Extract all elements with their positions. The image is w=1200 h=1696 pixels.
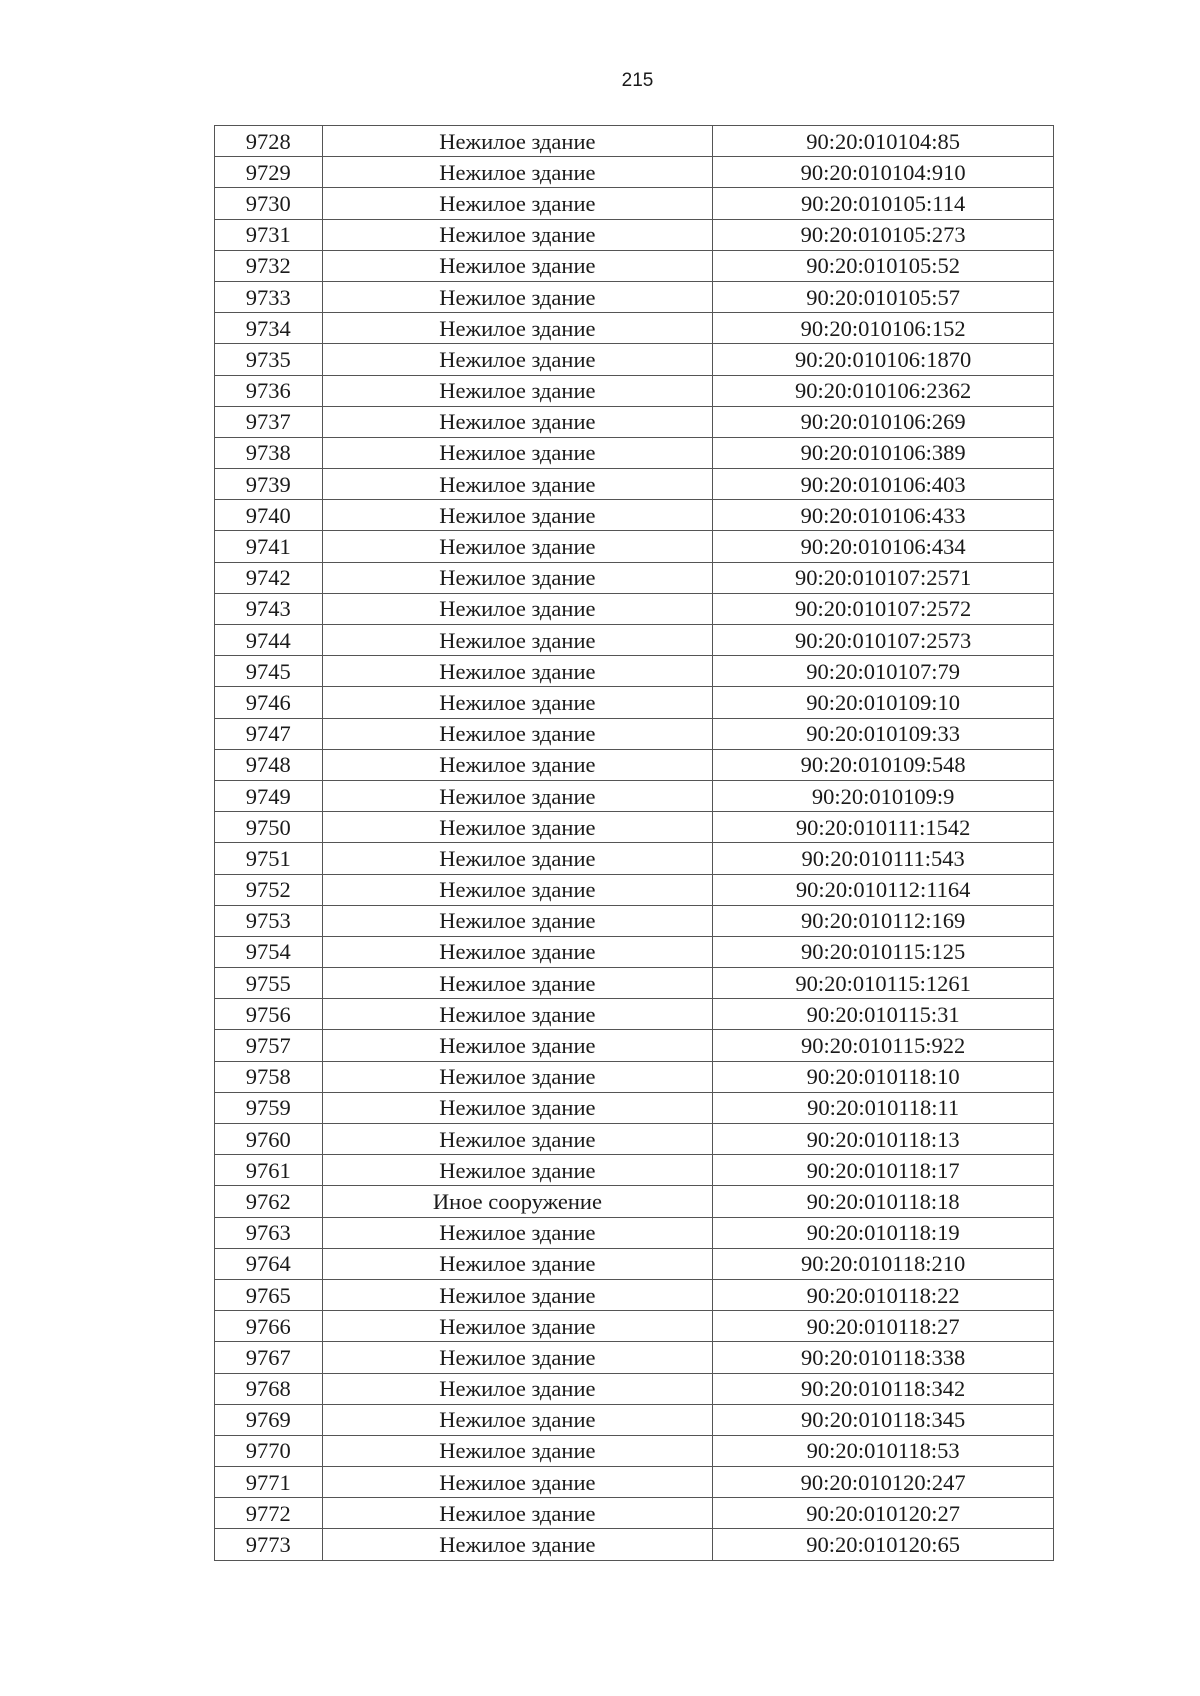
table-row bbox=[215, 1404, 1054, 1435]
row-number-cell: 9729 bbox=[215, 157, 323, 188]
cadastral-number-cell: 90:20:010106:269 bbox=[713, 406, 1054, 437]
cadastral-number-cell: 90:20:010105:273 bbox=[713, 219, 1054, 250]
table-row bbox=[215, 905, 1054, 936]
object-type-cell: Нежилое здание bbox=[322, 1373, 713, 1404]
object-type-cell: Нежилое здание bbox=[322, 469, 713, 500]
object-type-cell: Нежилое здание bbox=[322, 188, 713, 219]
row-number-cell: 9759 bbox=[215, 1092, 323, 1123]
table-row bbox=[215, 126, 1054, 157]
row-number-cell: 9743 bbox=[215, 593, 323, 624]
cadastral-number-cell: 90:20:010118:18 bbox=[713, 1186, 1054, 1217]
cadastral-number-cell: 90:20:010106:434 bbox=[713, 531, 1054, 562]
object-type-cell: Нежилое здание bbox=[322, 812, 713, 843]
row-number-cell: 9753 bbox=[215, 905, 323, 936]
object-type-cell: Нежилое здание bbox=[322, 1498, 713, 1529]
row-number-cell: 9760 bbox=[215, 1124, 323, 1155]
cadastral-number-cell: 90:20:010115:31 bbox=[713, 999, 1054, 1030]
table-row bbox=[215, 656, 1054, 687]
object-type-cell: Нежилое здание bbox=[322, 656, 713, 687]
cadastral-number-cell: 90:20:010118:17 bbox=[713, 1155, 1054, 1186]
table-row bbox=[215, 843, 1054, 874]
row-number-cell: 9761 bbox=[215, 1155, 323, 1186]
row-number-cell: 9763 bbox=[215, 1217, 323, 1248]
cadastral-number-cell: 90:20:010106:389 bbox=[713, 437, 1054, 468]
cadastral-number-cell: 90:20:010118:27 bbox=[713, 1311, 1054, 1342]
row-number-cell: 9734 bbox=[215, 313, 323, 344]
cadastral-number-cell: 90:20:010118:53 bbox=[713, 1435, 1054, 1466]
object-type-cell: Нежилое здание bbox=[322, 1311, 713, 1342]
object-type-cell: Нежилое здание bbox=[322, 874, 713, 905]
table-row bbox=[215, 531, 1054, 562]
cadastral-number-cell: 90:20:010115:922 bbox=[713, 1030, 1054, 1061]
row-number-cell: 9733 bbox=[215, 281, 323, 312]
table-row bbox=[215, 1467, 1054, 1498]
table-row bbox=[215, 1217, 1054, 1248]
table-row bbox=[215, 874, 1054, 905]
cadastral-number-cell: 90:20:010106:152 bbox=[713, 313, 1054, 344]
object-type-cell: Нежилое здание bbox=[322, 936, 713, 967]
table-row bbox=[215, 812, 1054, 843]
cadastral-number-cell: 90:20:010118:210 bbox=[713, 1248, 1054, 1279]
object-type-cell: Нежилое здание bbox=[322, 344, 713, 375]
object-type-cell: Нежилое здание bbox=[322, 1248, 713, 1279]
cadastral-number-cell: 90:20:010120:27 bbox=[713, 1498, 1054, 1529]
row-number-cell: 9730 bbox=[215, 188, 323, 219]
row-number-cell: 9751 bbox=[215, 843, 323, 874]
row-number-cell: 9769 bbox=[215, 1404, 323, 1435]
object-type-cell: Нежилое здание bbox=[322, 406, 713, 437]
row-number-cell: 9767 bbox=[215, 1342, 323, 1373]
table-row bbox=[215, 1529, 1054, 1560]
cadastral-number-cell: 90:20:010106:1870 bbox=[713, 344, 1054, 375]
row-number-cell: 9773 bbox=[215, 1529, 323, 1560]
row-number-cell: 9748 bbox=[215, 749, 323, 780]
table-row bbox=[215, 313, 1054, 344]
table-row bbox=[215, 687, 1054, 718]
row-number-cell: 9736 bbox=[215, 375, 323, 406]
cadastral-number-cell: 90:20:010118:22 bbox=[713, 1279, 1054, 1310]
object-type-cell: Нежилое здание bbox=[322, 1030, 713, 1061]
object-type-cell: Нежилое здание bbox=[322, 281, 713, 312]
object-type-cell: Нежилое здание bbox=[322, 905, 713, 936]
object-type-cell: Нежилое здание bbox=[322, 1217, 713, 1248]
table-row bbox=[215, 593, 1054, 624]
row-number-cell: 9762 bbox=[215, 1186, 323, 1217]
row-number-cell: 9745 bbox=[215, 656, 323, 687]
table-row bbox=[215, 344, 1054, 375]
row-number-cell: 9742 bbox=[215, 562, 323, 593]
table-row bbox=[215, 188, 1054, 219]
object-type-cell: Нежилое здание bbox=[322, 780, 713, 811]
row-number-cell: 9739 bbox=[215, 469, 323, 500]
row-number-cell: 9744 bbox=[215, 625, 323, 656]
object-type-cell: Нежилое здание bbox=[322, 1435, 713, 1466]
object-type-cell: Нежилое здание bbox=[322, 531, 713, 562]
table-row bbox=[215, 1498, 1054, 1529]
cadastral-number-cell: 90:20:010111:1542 bbox=[713, 812, 1054, 843]
cadastral-number-cell: 90:20:010106:403 bbox=[713, 469, 1054, 500]
row-number-cell: 9768 bbox=[215, 1373, 323, 1404]
cadastral-number-cell: 90:20:010115:125 bbox=[713, 936, 1054, 967]
object-type-cell: Нежилое здание bbox=[322, 219, 713, 250]
object-type-cell: Нежилое здание bbox=[322, 250, 713, 281]
row-number-cell: 9772 bbox=[215, 1498, 323, 1529]
cadastral-number-cell: 90:20:010118:342 bbox=[713, 1373, 1054, 1404]
cadastral-number-cell: 90:20:010105:114 bbox=[713, 188, 1054, 219]
cadastral-number-cell: 90:20:010105:57 bbox=[713, 281, 1054, 312]
row-number-cell: 9771 bbox=[215, 1467, 323, 1498]
cadastral-number-cell: 90:20:010107:2571 bbox=[713, 562, 1054, 593]
row-number-cell: 9749 bbox=[215, 780, 323, 811]
object-type-cell: Нежилое здание bbox=[322, 126, 713, 157]
cadastral-number-cell: 90:20:010118:11 bbox=[713, 1092, 1054, 1123]
row-number-cell: 9741 bbox=[215, 531, 323, 562]
row-number-cell: 9754 bbox=[215, 936, 323, 967]
object-type-cell: Нежилое здание bbox=[322, 1124, 713, 1155]
row-number-cell: 9766 bbox=[215, 1311, 323, 1342]
object-type-cell: Нежилое здание bbox=[322, 437, 713, 468]
row-number-cell: 9757 bbox=[215, 1030, 323, 1061]
cadastral-number-cell: 90:20:010107:2572 bbox=[713, 593, 1054, 624]
row-number-cell: 9758 bbox=[215, 1061, 323, 1092]
table-row bbox=[215, 562, 1054, 593]
cadastral-number-cell: 90:20:010115:1261 bbox=[713, 968, 1054, 999]
row-number-cell: 9755 bbox=[215, 968, 323, 999]
cadastral-number-cell: 90:20:010112:1164 bbox=[713, 874, 1054, 905]
object-type-cell: Нежилое здание bbox=[322, 843, 713, 874]
row-number-cell: 9728 bbox=[215, 126, 323, 157]
object-type-cell: Нежилое здание bbox=[322, 1279, 713, 1310]
object-type-cell: Иное сооружение bbox=[322, 1186, 713, 1217]
table-row bbox=[215, 406, 1054, 437]
table-row bbox=[215, 469, 1054, 500]
row-number-cell: 9750 bbox=[215, 812, 323, 843]
cadastral-number-cell: 90:20:010104:910 bbox=[713, 157, 1054, 188]
cadastral-number-cell: 90:20:010109:33 bbox=[713, 718, 1054, 749]
table-row bbox=[215, 250, 1054, 281]
table-row bbox=[215, 219, 1054, 250]
table-row bbox=[215, 718, 1054, 749]
table-row bbox=[215, 437, 1054, 468]
object-type-cell: Нежилое здание bbox=[322, 687, 713, 718]
cadastral-number-cell: 90:20:010118:13 bbox=[713, 1124, 1054, 1155]
table-body bbox=[215, 126, 1054, 1561]
table-row bbox=[215, 281, 1054, 312]
object-type-cell: Нежилое здание bbox=[322, 749, 713, 780]
cadastral-number-cell: 90:20:010109:9 bbox=[713, 780, 1054, 811]
cadastral-number-cell: 90:20:010112:169 bbox=[713, 905, 1054, 936]
object-type-cell: Нежилое здание bbox=[322, 313, 713, 344]
table-row bbox=[215, 1248, 1054, 1279]
row-number-cell: 9735 bbox=[215, 344, 323, 375]
object-type-cell: Нежилое здание bbox=[322, 375, 713, 406]
table-row bbox=[215, 999, 1054, 1030]
table-row bbox=[215, 157, 1054, 188]
object-type-cell: Нежилое здание bbox=[322, 1061, 713, 1092]
object-type-cell: Нежилое здание bbox=[322, 1467, 713, 1498]
row-number-cell: 9732 bbox=[215, 250, 323, 281]
table-row bbox=[215, 1435, 1054, 1466]
cadastral-number-cell: 90:20:010107:79 bbox=[713, 656, 1054, 687]
cadastral-number-cell: 90:20:010118:338 bbox=[713, 1342, 1054, 1373]
object-type-cell: Нежилое здание bbox=[322, 1404, 713, 1435]
object-type-cell: Нежилое здание bbox=[322, 1529, 713, 1560]
table-row bbox=[215, 1092, 1054, 1123]
table-row bbox=[215, 1342, 1054, 1373]
row-number-cell: 9756 bbox=[215, 999, 323, 1030]
cadastral-number-cell: 90:20:010118:10 bbox=[713, 1061, 1054, 1092]
cadastral-number-cell: 90:20:010104:85 bbox=[713, 126, 1054, 157]
row-number-cell: 9752 bbox=[215, 874, 323, 905]
table-row bbox=[215, 1186, 1054, 1217]
row-number-cell: 9738 bbox=[215, 437, 323, 468]
row-number-cell: 9747 bbox=[215, 718, 323, 749]
cadastral-number-cell: 90:20:010105:52 bbox=[713, 250, 1054, 281]
table-row bbox=[215, 1311, 1054, 1342]
cadastral-number-cell: 90:20:010120:247 bbox=[713, 1467, 1054, 1498]
table-row bbox=[215, 780, 1054, 811]
table-row bbox=[215, 500, 1054, 531]
row-number-cell: 9740 bbox=[215, 500, 323, 531]
object-type-cell: Нежилое здание bbox=[322, 999, 713, 1030]
property-table bbox=[214, 125, 1054, 1561]
table-row bbox=[215, 1061, 1054, 1092]
object-type-cell: Нежилое здание bbox=[322, 1155, 713, 1186]
table-row bbox=[215, 1124, 1054, 1155]
row-number-cell: 9746 bbox=[215, 687, 323, 718]
table-row bbox=[215, 936, 1054, 967]
object-type-cell: Нежилое здание bbox=[322, 593, 713, 624]
table-row bbox=[215, 1030, 1054, 1061]
row-number-cell: 9731 bbox=[215, 219, 323, 250]
table-row bbox=[215, 1373, 1054, 1404]
table-row bbox=[215, 625, 1054, 656]
object-type-cell: Нежилое здание bbox=[322, 718, 713, 749]
row-number-cell: 9764 bbox=[215, 1248, 323, 1279]
table-row bbox=[215, 1279, 1054, 1310]
row-number-cell: 9770 bbox=[215, 1435, 323, 1466]
table-row bbox=[215, 749, 1054, 780]
table-row bbox=[215, 1155, 1054, 1186]
table-row bbox=[215, 968, 1054, 999]
cadastral-number-cell: 90:20:010106:433 bbox=[713, 500, 1054, 531]
cadastral-number-cell: 90:20:010111:543 bbox=[713, 843, 1054, 874]
table-row bbox=[215, 375, 1054, 406]
cadastral-number-cell: 90:20:010118:19 bbox=[713, 1217, 1054, 1248]
page-number: 215 bbox=[621, 70, 654, 91]
object-type-cell: Нежилое здание bbox=[322, 1092, 713, 1123]
cadastral-number-cell: 90:20:010109:548 bbox=[713, 749, 1054, 780]
cadastral-number-cell: 90:20:010118:345 bbox=[713, 1404, 1054, 1435]
object-type-cell: Нежилое здание bbox=[322, 562, 713, 593]
object-type-cell: Нежилое здание bbox=[322, 968, 713, 999]
object-type-cell: Нежилое здание bbox=[322, 625, 713, 656]
object-type-cell: Нежилое здание bbox=[322, 1342, 713, 1373]
cadastral-number-cell: 90:20:010120:65 bbox=[713, 1529, 1054, 1560]
cadastral-number-cell: 90:20:010107:2573 bbox=[713, 625, 1054, 656]
cadastral-number-cell: 90:20:010109:10 bbox=[713, 687, 1054, 718]
object-type-cell: Нежилое здание bbox=[322, 500, 713, 531]
row-number-cell: 9737 bbox=[215, 406, 323, 437]
object-type-cell: Нежилое здание bbox=[322, 157, 713, 188]
row-number-cell: 9765 bbox=[215, 1279, 323, 1310]
cadastral-number-cell: 90:20:010106:2362 bbox=[713, 375, 1054, 406]
